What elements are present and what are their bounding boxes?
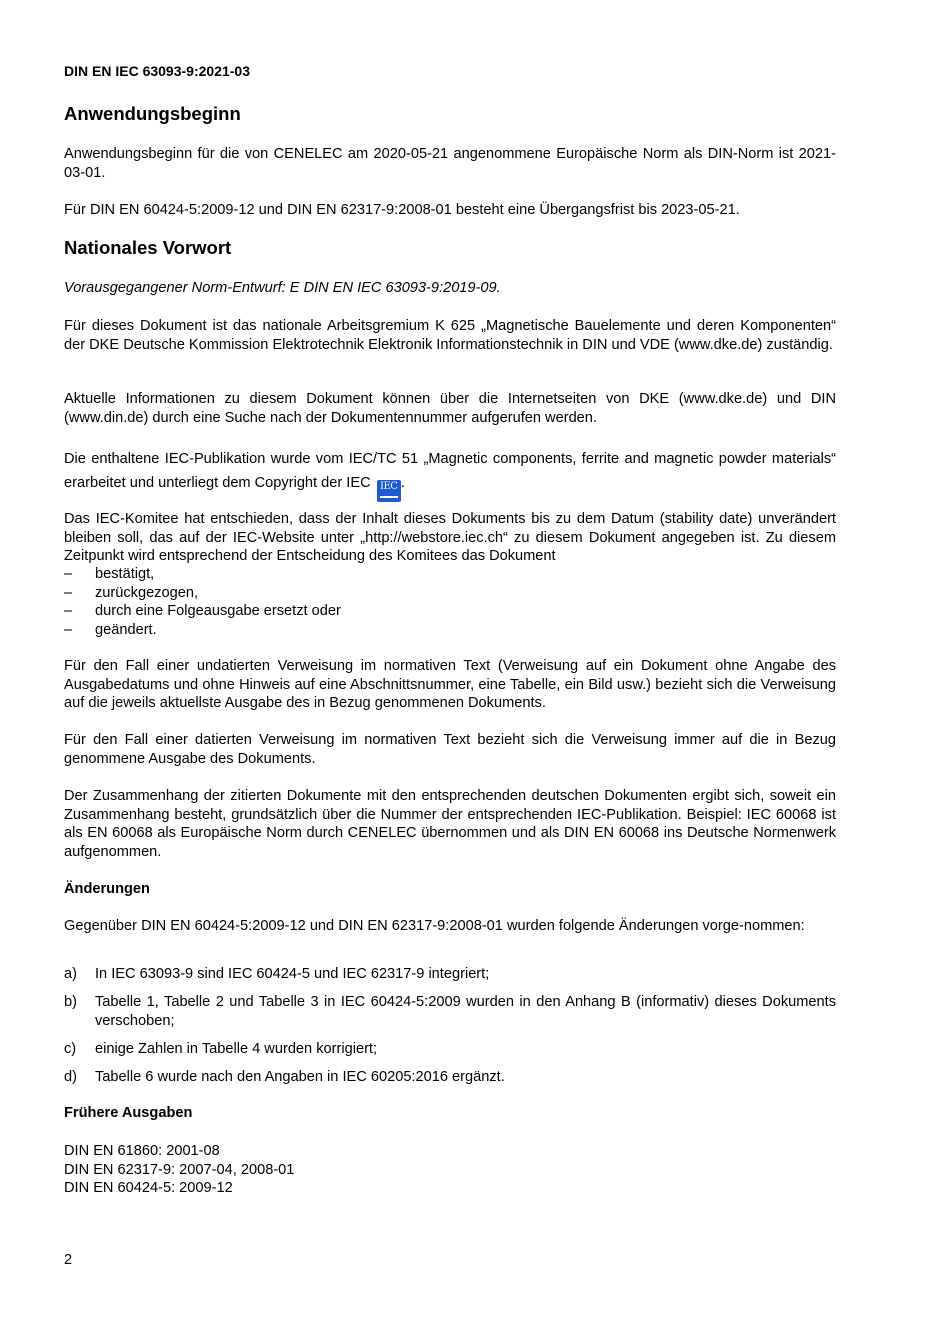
dash-marker: – — [64, 603, 73, 619]
paragraph-arbeitsgremium: Für dieses Dokument ist das nationale Arbeitsgremium K 625 „Magnetische Bauelemente und deren Komponenten“ der DKE Deutsche Kommission Elektrotechnik Elektronik Informationstechnik in DIN und VDE (www.dke.de) zuständig. — [64, 318, 836, 353]
page-number: 2 — [64, 1252, 73, 1268]
paragraph-norm-entwurf: Vorausgegangener Norm-Entwurf: E DIN EN IEC 63093-9:2019-09. — [64, 280, 501, 296]
paragraph-aktuelle-informationen: Aktuelle Informationen zu diesem Dokument können über die Internetseiten von DKE (www.dke.de) und DIN (www.din.de) durch eine Suche nach der Dokumentennummer aufgerufen werden. — [64, 391, 836, 426]
list-item: DIN EN 61860: 2001-08 — [64, 1143, 220, 1159]
heading-fruehere-ausgaben: Frühere Ausgaben — [64, 1105, 193, 1121]
list-item: a) In IEC 63093-9 sind IEC 60424-5 und IEC 62317-9 integriert; — [64, 966, 490, 982]
iec-publikation-text: Die enthaltene IEC-Publikation wurde vom IEC/TC 51 „Magnetic components, ferrite and magnetic powder materials“ erarbeitet und unterliegt dem Copyright der IEC — [64, 451, 836, 491]
dash-marker: – — [64, 621, 73, 638]
heading-anwendungsbeginn: Anwendungsbeginn — [64, 103, 241, 124]
fruehere-ausgaben-list — [64, 1142, 294, 1198]
dash-marker: – — [64, 566, 73, 582]
heading-nationales-vorwort: Nationales Vorwort — [64, 237, 232, 258]
document-id: DIN EN IEC 63093-9:2021-03 — [64, 63, 250, 79]
paragraph-aenderungen-intro: Gegenüber DIN EN 60424-5:2009-12 und DIN EN 62317-9:2008-01 wurden folgende Änderungen vorge-nommen: — [64, 918, 805, 934]
list-item: c) einige Zahlen in Tabelle 4 wurden korrigiert; — [64, 1040, 378, 1057]
paragraph-uebergangsfrist: Für DIN EN 60424-5:2009-12 und DIN EN 62317-9:2008-01 besteht eine Übergangsfrist bis 2023-05-21. — [64, 202, 740, 218]
iec-publikation-end: . — [400, 475, 405, 491]
list-item: – zurückgezogen, — [64, 584, 199, 601]
paragraph-zusammenhang: Der Zusammenhang der zitierten Dokumente mit den entsprechenden deutschen Dokumenten ergibt sich, soweit ein Zusammenhang besteht, grundsätzlich über die Nummer der entsprechenden IEC-Publikation. Beispiel: IEC 60068 ist als EN 60068 als Europäische Norm durch CENELEC übernommen und als DIN EN 60068 ins Deutsche Normenwerk aufgenommen. — [64, 788, 836, 860]
list-item: b) Tabelle 1, Tabelle 2 und Tabelle 3 in IEC 60424-5:2009 wurden in den Anhang B (informativ) dieses Dokuments verschoben; — [64, 994, 836, 1029]
aenderungen-list — [64, 965, 836, 1096]
paragraph-iec-publikation — [64, 447, 836, 502]
list-item: d) Tabelle 6 wurde nach den Angaben in IEC 60205:2016 ergänzt. — [64, 1068, 505, 1085]
dash-marker: – — [64, 584, 73, 601]
paragraph-iec-komitee: Das IEC-Komitee hat entschieden, dass der Inhalt dieses Dokuments bis zu dem Datum (stability date) unverändert bleiben soll, das auf der IEC-Website unter „http://webstore.iec.ch“ zu diesem Dokument angegeben ist. Zu diesem Zeitpunkt wird entsprechend der Entscheidung des Komitees das Dokument — [64, 511, 836, 564]
komitee-list — [64, 565, 836, 639]
list-item: – bestätigt, — [64, 566, 155, 582]
iec-logo-icon: IEC — [377, 480, 401, 502]
paragraph-undatierte-verweisung: Für den Fall einer undatierten Verweisung im normativen Text (Verweisung auf ein Dokument ohne Angabe des Ausgabedatums und ohne Hinweis auf eine Abschnittsnummer, eine Tabelle, ein Bild usw.) bezieht sich die Verweisung auf die jeweils aktuellste Ausgabe des in Bezug genommenen Dokuments. — [64, 658, 836, 711]
list-item: DIN EN 62317-9: 2007-04, 2008-01 — [64, 1161, 295, 1178]
list-item: – durch eine Folgeausgabe ersetzt oder — [64, 603, 341, 619]
heading-aenderungen: Änderungen — [64, 881, 150, 897]
list-item: DIN EN 60424-5: 2009-12 — [64, 1180, 233, 1196]
paragraph-anwendungsbeginn: Anwendungsbeginn für die von CENELEC am 2020-05-21 angenommene Europäische Norm als DIN-Norm ist 2021-03-01. — [64, 146, 836, 181]
paragraph-datierte-verweisung: Für den Fall einer datierten Verweisung im normativen Text bezieht sich die Verweisung immer auf die in Bezug genommene Ausgabe des Dokuments. — [64, 732, 836, 767]
list-item: – geändert. — [64, 621, 157, 638]
